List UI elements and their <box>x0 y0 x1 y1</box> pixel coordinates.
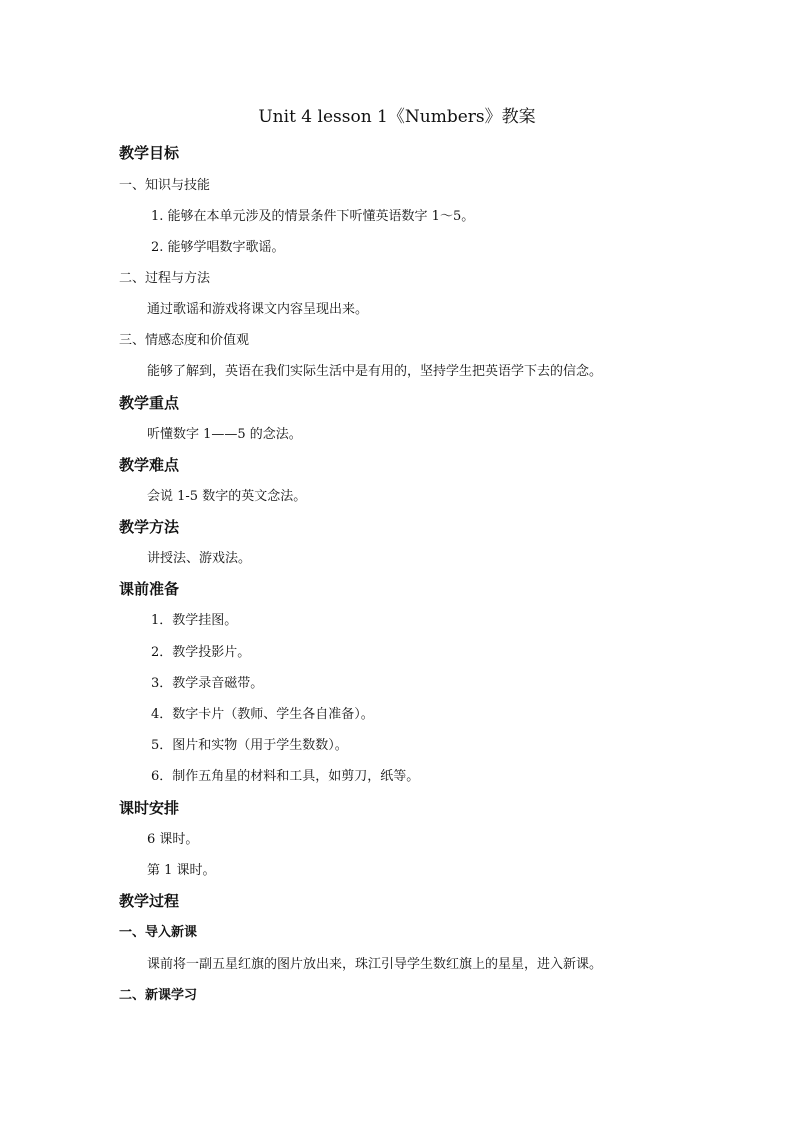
knowledge-skills-heading: 一、知识与技能 <box>119 178 211 193</box>
process-method-text: 通过歌谣和游戏将课文内容呈现出来。 <box>147 302 369 317</box>
new-lesson-heading: 二、新课学习 <box>119 988 198 1003</box>
preparation-item-5: 5．图片和实物（用于学生数数）。 <box>151 738 348 753</box>
methods-heading: 教学方法 <box>119 518 180 536</box>
difficulties-heading: 教学难点 <box>119 456 180 474</box>
attitude-values-heading: 三、情感态度和价值观 <box>119 333 250 348</box>
intro-heading: 一、导入新课 <box>119 925 198 940</box>
schedule-line-2: 第 1 课时。 <box>147 863 216 878</box>
page-title: Unit 4 lesson 1《Numbers》教案 <box>258 107 536 127</box>
objectives-heading: 教学目标 <box>119 144 180 162</box>
process-heading: 教学过程 <box>119 892 180 910</box>
schedule-heading: 课时安排 <box>119 799 180 817</box>
difficulties-text: 会说 1-5 数字的英文念法。 <box>147 489 307 504</box>
process-method-heading: 二、过程与方法 <box>119 271 211 286</box>
preparation-item-4: 4．数字卡片（教师、学生各自准备）。 <box>151 707 374 722</box>
methods-text: 讲授法、游戏法。 <box>147 551 252 566</box>
key-points-text: 听懂数字 1——5 的念法。 <box>147 427 302 442</box>
schedule-line-1: 6 课时。 <box>147 832 199 847</box>
knowledge-item-2: 2. 能够学唱数字歌谣。 <box>151 240 285 255</box>
preparation-heading: 课前准备 <box>119 580 180 598</box>
knowledge-item-1: 1. 能够在本单元涉及的情景条件下听懂英语数字 1～5。 <box>151 209 475 224</box>
preparation-item-6: 6．制作五角星的材料和工具，如剪刀，纸等。 <box>151 769 420 784</box>
preparation-item-3: 3．教学录音磁带。 <box>151 676 264 691</box>
key-points-heading: 教学重点 <box>119 394 180 412</box>
preparation-item-2: 2．教学投影片。 <box>151 645 251 660</box>
intro-text: 课前将一副五星红旗的图片放出来，珠江引导学生数红旗上的星星，进入新课。 <box>147 957 603 972</box>
attitude-values-text: 能够了解到，英语在我们实际生活中是有用的，坚持学生把英语学下去的信念。 <box>147 364 603 379</box>
preparation-item-1: 1．教学挂图。 <box>151 613 238 628</box>
